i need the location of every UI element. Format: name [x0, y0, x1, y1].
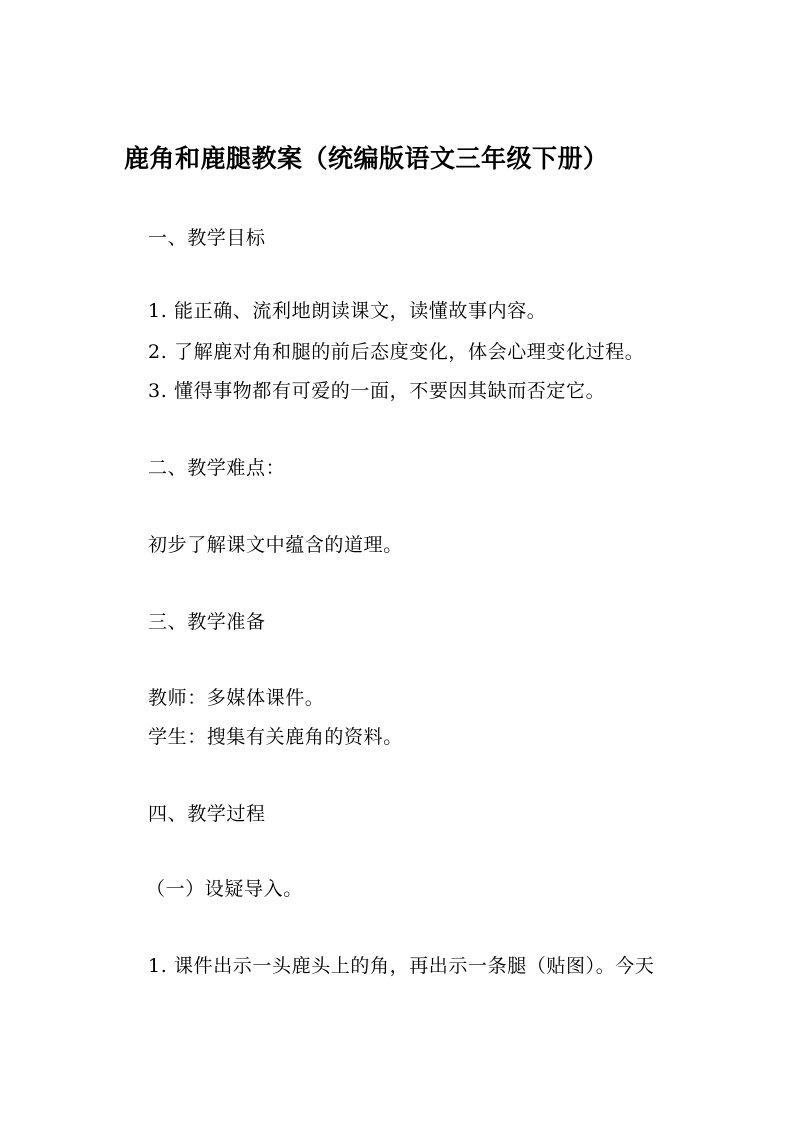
objective-item-3	[148, 382, 605, 401]
objective-number: 2.	[148, 341, 168, 363]
objective-number: 1.	[148, 300, 168, 322]
process-subheading: （一）设疑导入。	[146, 878, 303, 900]
objective-item-2	[148, 343, 644, 362]
section-heading-process: 四、教学过程	[148, 803, 266, 825]
section-heading-preparation: 三、教学准备	[148, 611, 266, 633]
document-title: 鹿角和鹿腿教案（统编版语文三年级下册）	[124, 144, 609, 173]
difficulty-text: 初步了解课文中蕴含的道理。	[148, 534, 403, 556]
section-heading-difficulty: 二、教学难点：	[148, 457, 286, 479]
process-number: 1.	[148, 955, 168, 977]
preparation-student: 学生：搜集有关鹿角的资料。	[148, 726, 403, 748]
objective-number: 3.	[148, 380, 168, 402]
process-text: 课件出示一头鹿头上的角，再出示一条腿（贴图）。今天	[174, 955, 655, 977]
objective-text: 懂得事物都有可爱的一面，不要因其缺而否定它。	[174, 380, 606, 402]
section-heading-objectives: 一、教学目标	[148, 227, 266, 249]
process-item-1	[148, 957, 655, 976]
preparation-teacher: 教师：多媒体课件。	[148, 687, 325, 709]
objective-item-1	[148, 302, 546, 321]
objective-text: 了解鹿对角和腿的前后态度变化，体会心理变化过程。	[174, 341, 645, 363]
objective-text: 能正确、流利地朗读课文，读懂故事内容。	[174, 300, 547, 322]
